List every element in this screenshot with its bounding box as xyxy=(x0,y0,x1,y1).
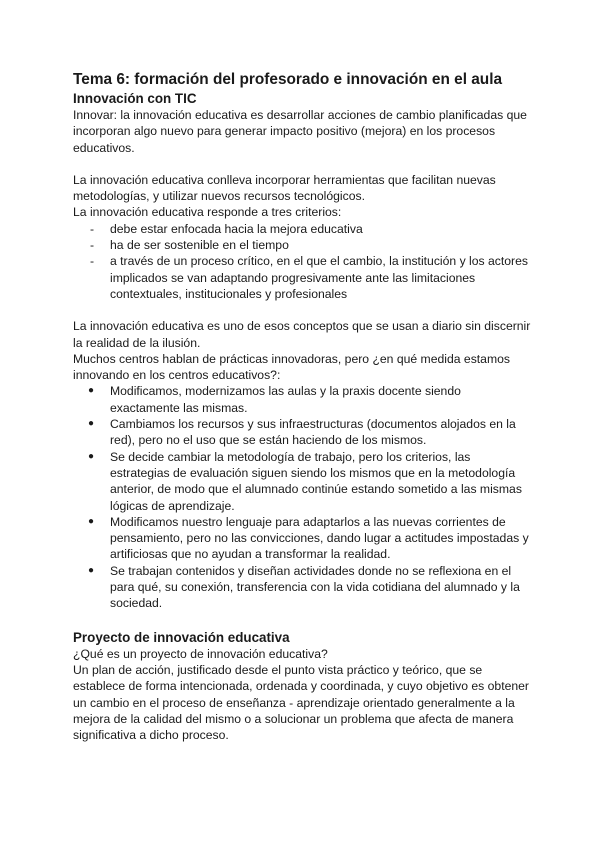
dash-marker: - xyxy=(90,238,95,253)
bullet-marker: ● xyxy=(88,418,95,430)
paragraph-ilusion: La innovación educativa es uno de esos conceptos que se usan a diario sin discernir la realidad de la ilusión. xyxy=(73,319,531,350)
dash-marker: - xyxy=(90,221,95,236)
bullet-marker: ● xyxy=(88,385,95,397)
criteria-intro: La innovación educativa responde a tres criterios: xyxy=(73,205,342,220)
bullet-marker: ● xyxy=(88,515,95,527)
paragraph-herramientas: La innovación educativa conlleva incorporar herramientas que facilitan nuevas metodologías, y utilizar nuevos recursos tecnológicos. xyxy=(73,172,496,204)
question-paragraph: ¿Qué es un proyecto de innovación educativa? xyxy=(73,646,328,661)
paragraph-gap xyxy=(73,156,533,172)
list-item: ● Se trabajan contenidos y diseñan actividades donde no se reflexiona en el para qué, su conexión, transferencia con la vida cotidiana del alumnado y la sociedad. xyxy=(88,563,520,611)
practices-list xyxy=(73,383,533,611)
section-heading-innovacion-tic: Innovación con TIC xyxy=(73,91,197,106)
list-item: ● Modificamos nuestro lenguaje para adaptarlos a las nuevas corrientes de pensamiento, pero no las convicciones, dando lugar a actitudes impostadas y artificiosas que no ayudan a transformar la realidad. xyxy=(88,514,529,562)
answer-paragraph: Un plan de acción, justificado desde el punto vista práctico y teórico, que se establece de forma intencionada, ordenada y coordinada, y cuyo objetivo es obtener un cambio en el proceso de enseñanza - aprendizaje orientado generalmente a la mejora de la calidad del mismo o a solucionar un problema que afecta de manera significativa a dicho proceso. xyxy=(73,662,529,743)
list-item: - ha de ser sostenible en el tiempo xyxy=(90,238,289,253)
intro-paragraph: Innovar: la innovación educativa es desarrollar acciones de cambio planificadas que incorporan algo nuevo para generar impacto positivo (mejora) en los procesos educativos. xyxy=(73,108,527,155)
paragraph-practicas: Muchos centros hablan de prácticas innovadoras, pero ¿en qué medida estamos innovando en los centros educativos?: xyxy=(73,351,510,383)
list-item: - debe estar enfocada hacia la mejora educativa xyxy=(90,221,363,236)
list-item: ● Modificamos, modernizamos las aulas y la praxis docente siendo exactamente las mismas. xyxy=(88,384,461,415)
bullet-marker: ● xyxy=(88,564,95,576)
list-item: - a través de un proceso crítico, en el que el cambio, la institución y los actores implicados se van adaptando progresivamente ante las limitaciones contextuales, institucionales y profesionales xyxy=(90,254,528,301)
paragraph-gap xyxy=(73,302,533,318)
dash-marker: - xyxy=(90,254,95,269)
document-page xyxy=(73,70,533,743)
list-item: ● Cambiamos los recursos y sus infraestructuras (documentos alojados en la red), pero no el uso que se están haciendo de los mismos. xyxy=(88,417,516,448)
page-title: Tema 6: formación del profesorado e innovación en el aula xyxy=(73,71,503,88)
section-heading-proyecto: Proyecto de innovación educativa xyxy=(73,629,290,645)
criteria-list xyxy=(73,221,533,302)
list-item: ● Se decide cambiar la metodología de trabajo, pero los criterios, las estrategias de evaluación siguen siendo los mismos que en la metodología anterior, de modo que el alumnado continúe estando sometido a las mismas lógicas de aprendizaje. xyxy=(88,449,522,513)
bullet-marker: ● xyxy=(88,450,95,462)
